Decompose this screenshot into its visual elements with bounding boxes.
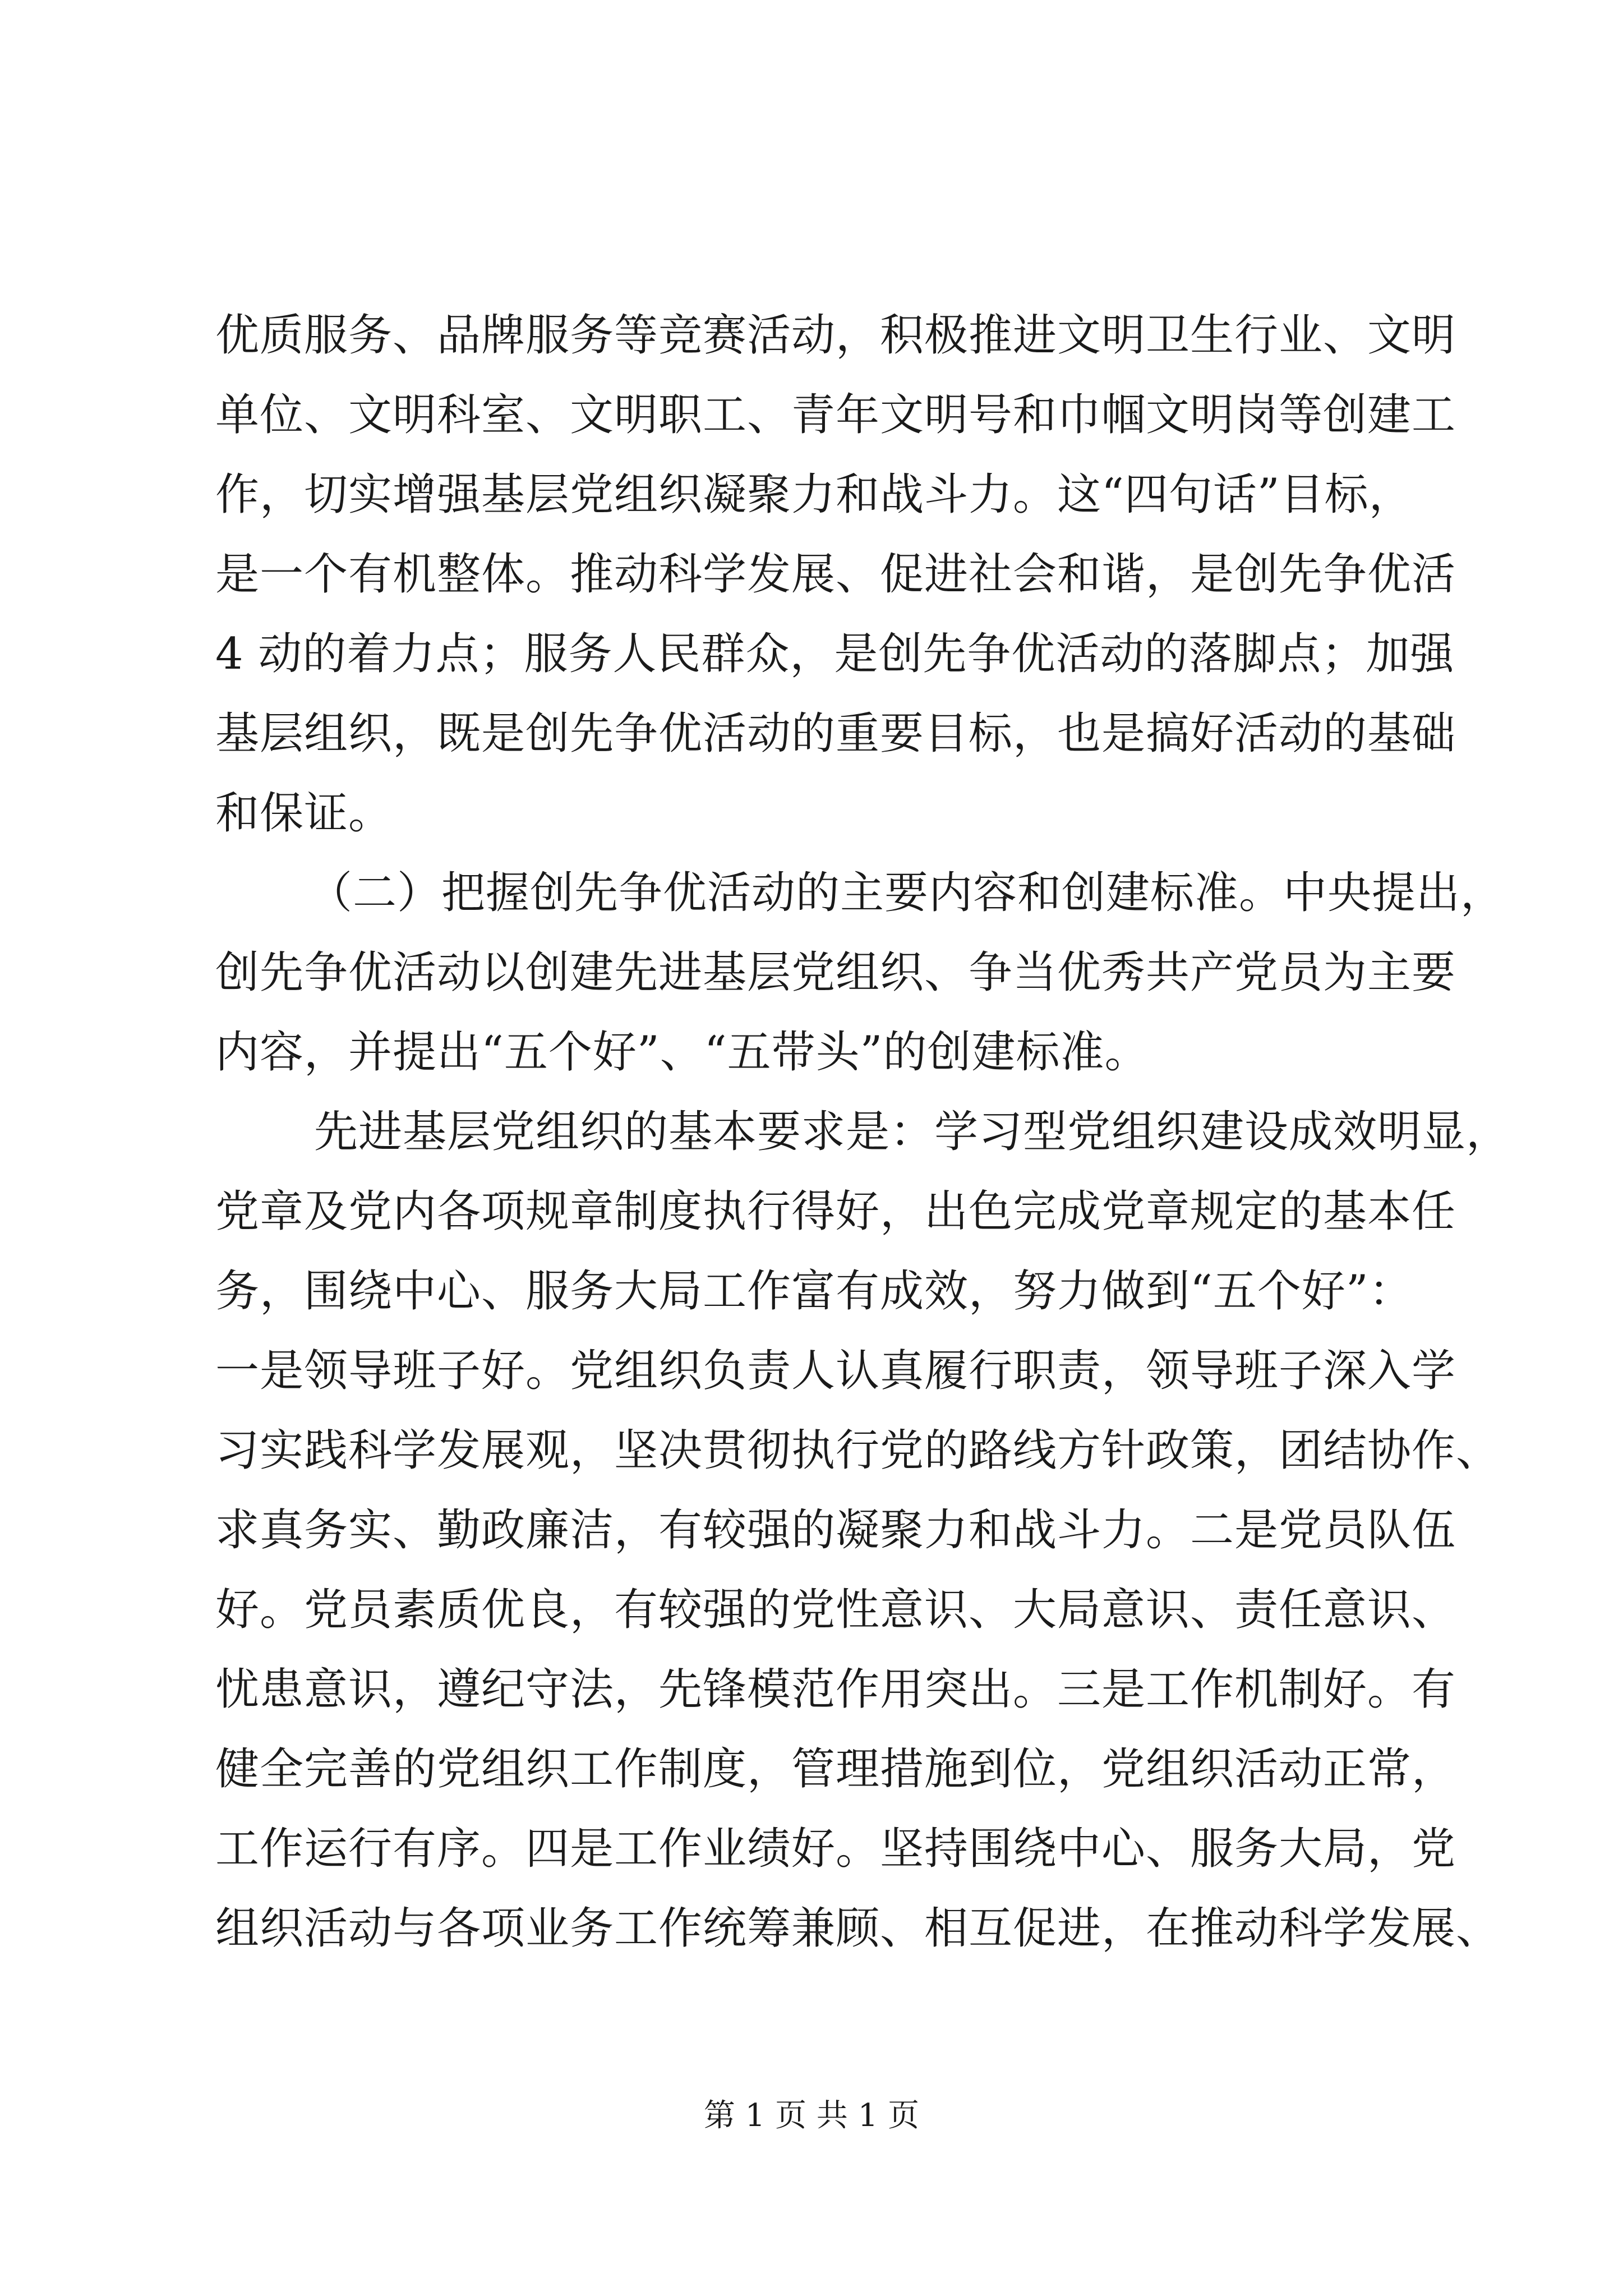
body-line: 4 动的着力点；服务人民群众，是创先争优活动的落脚点；加强 [215, 629, 1455, 679]
body-line: 是一个有机整体。推动科学发展、促进社会和谐，是创先争优活 [215, 549, 1456, 600]
body-line: 和保证。 [215, 788, 393, 839]
body-line: 忧患意识，遵纪守法，先锋模范作用突出。三是工作机制好。有 [215, 1664, 1456, 1715]
body-line: 好。党员素质优良，有较强的党性意识、大局意识、责任意识、 [215, 1585, 1456, 1635]
body-line: 求真务实、勤政廉洁，有较强的凝聚力和战斗力。二是党员队伍 [215, 1505, 1456, 1556]
body-line: 单位、文明科室、文明职工、青年文明号和巾帼文明岗等创建工 [215, 390, 1456, 440]
page-number-footer: 第 1 页 共 1 页 [703, 2097, 920, 2134]
body-line: 健全完善的党组织工作制度，管理措施到位，党组织活动正常， [215, 1744, 1456, 1795]
section-heading-line: （二）把握创先争优活动的主要内容和创建标准。中央提出， [308, 868, 1505, 918]
body-line: 一是领导班子好。党组织负责人认真履行职责，领导班子深入学 [215, 1346, 1456, 1396]
body-line: 务，围绕中心、服务大局工作富有成效，努力做到“五个好”： [215, 1266, 1413, 1317]
body-line: 组织活动与各项业务工作统筹兼顾、相互促进，在推动科学发展、 [215, 1903, 1501, 1954]
body-line: 创先争优活动以创建先进基层党组织、争当优秀共产党员为主要 [215, 947, 1456, 998]
body-line: 工作运行有序。四是工作业绩好。坚持围绕中心、服务大局，党 [215, 1824, 1456, 1874]
body-line: 党章及党内各项规章制度执行得好，出色完成党章规定的基本任 [215, 1186, 1456, 1237]
paragraph-start-line: 先进基层党组织的基本要求是：学习型党组织建设成效明显， [314, 1107, 1511, 1157]
body-line: 基层组织，既是创先争优活动的重要目标，也是搞好活动的基础 [215, 708, 1456, 759]
body-line: 作，切实增强基层党组织凝聚力和战斗力。这“四句话”目标， [215, 470, 1413, 520]
body-line: 内容，并提出“五个好”、“五带头”的创建标准。 [215, 1027, 1149, 1078]
body-line: 优质服务、品牌服务等竞赛活动，积极推进文明卫生行业、文明 [215, 310, 1456, 361]
body-line: 习实践科学发展观，坚决贯彻执行党的路线方针政策，团结协作、 [215, 1425, 1501, 1476]
